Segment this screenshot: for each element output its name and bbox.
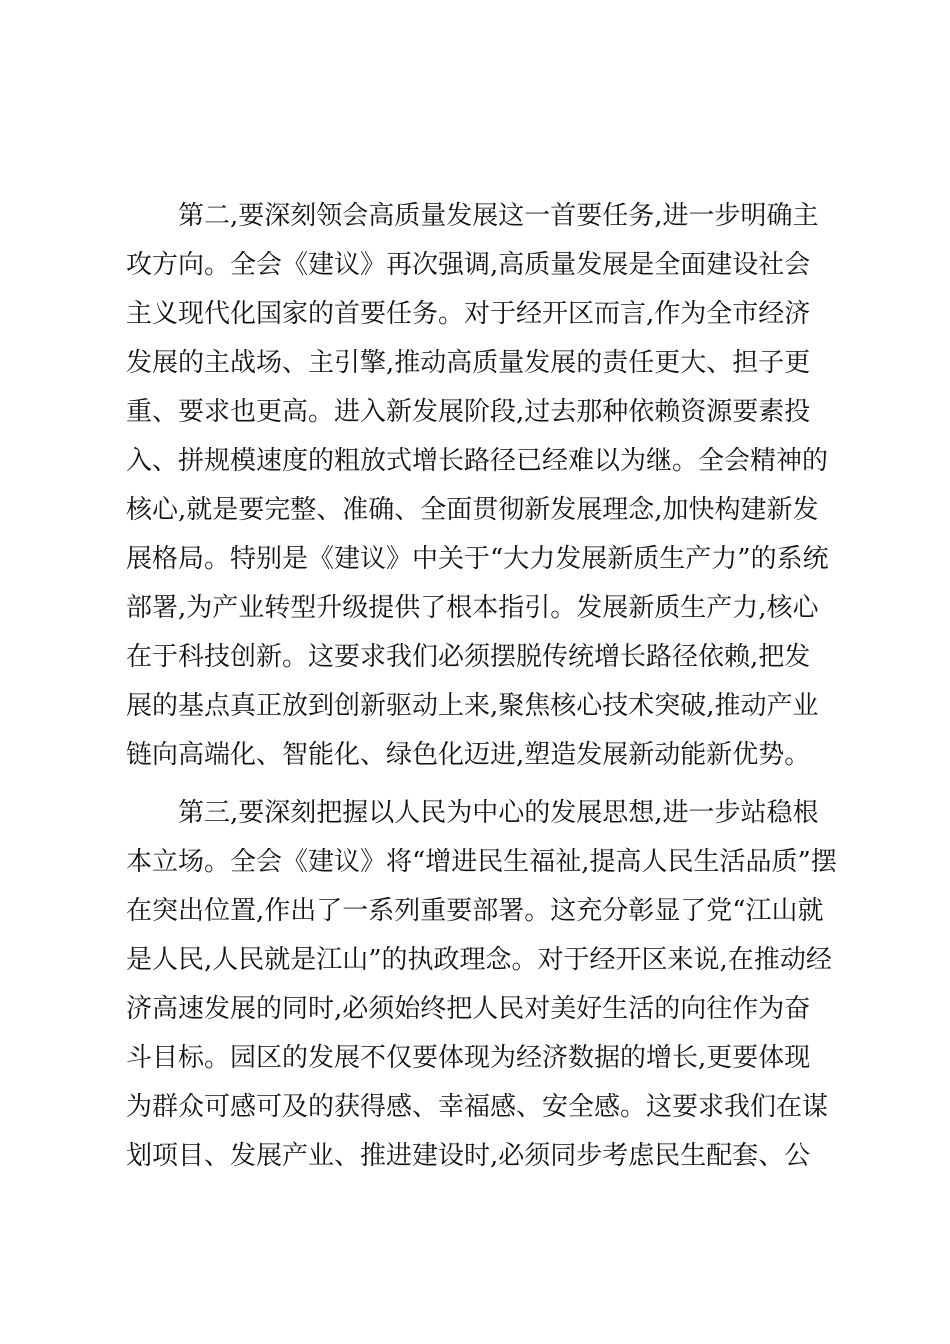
text-line: 第二,要深刻领会高质量发展这一首要任务,进一步明确主 <box>178 201 819 231</box>
text-line: 斗目标。园区的发展不仅要体现为经济数据的增长,更要体现 <box>126 1043 811 1073</box>
text-line: 展的基点真正放到创新驱动上来,聚焦核心技术突破,推动产业 <box>126 691 819 721</box>
text-line: 划项目、发展产业、推进建设时,必须同步考虑民生配套、公 <box>126 1141 811 1171</box>
text-line: 攻方向。全会《建议》再次强调,高质量发展是全面建设社会 <box>126 250 811 280</box>
body-text <box>126 192 837 1190</box>
text-line: 为群众可感可及的获得感、幸福感、安全感。这要求我们在谋 <box>126 1092 829 1122</box>
text-line: 在于科技创新。这要求我们必须摆脱传统增长路径依赖,把发 <box>126 642 811 672</box>
paragraph-third-point <box>126 789 837 1181</box>
text-line: 是人民,人民就是江山”的执政理念。对于经开区来说,在推动经 <box>126 945 832 975</box>
text-line: 重、要求也更高。进入新发展阶段,过去那种依赖资源要素投 <box>126 397 811 427</box>
text-line: 核心,就是要完整、准确、全面贯彻新发展理念,加快构建新发 <box>126 495 819 525</box>
text-line: 第三,要深刻把握以人民为中心的发展思想,进一步站稳根 <box>178 798 819 828</box>
text-line: 在突出位置,作出了一系列重要部署。这充分彰显了党“江山就 <box>126 896 824 926</box>
text-line: 本立场。全会《建议》将“增进民生福祉,提高人民生活品质”摆 <box>126 847 837 877</box>
text-line: 发展的主战场、主引擎,推动高质量发展的责任更大、担子更 <box>126 348 811 378</box>
text-line: 入、拼规模速度的粗放式增长路径已经难以为继。全会精神的 <box>126 446 829 476</box>
text-line: 主义现代化国家的首要任务。对于经开区而言,作为全市经济 <box>126 299 811 329</box>
text-line: 链向高端化、智能化、绿色化迈进,塑造发展新动能新优势。 <box>126 740 811 770</box>
text-line: 部署,为产业转型升级提供了根本指引。发展新质生产力,核心 <box>126 593 819 623</box>
text-line: 济高速发展的同时,必须始终把人民对美好生活的向往作为奋 <box>126 994 811 1024</box>
paragraph-second-point <box>126 192 829 780</box>
text-line: 展格局。特别是《建议》中关于“大力发展新质生产力”的系统 <box>126 544 829 574</box>
